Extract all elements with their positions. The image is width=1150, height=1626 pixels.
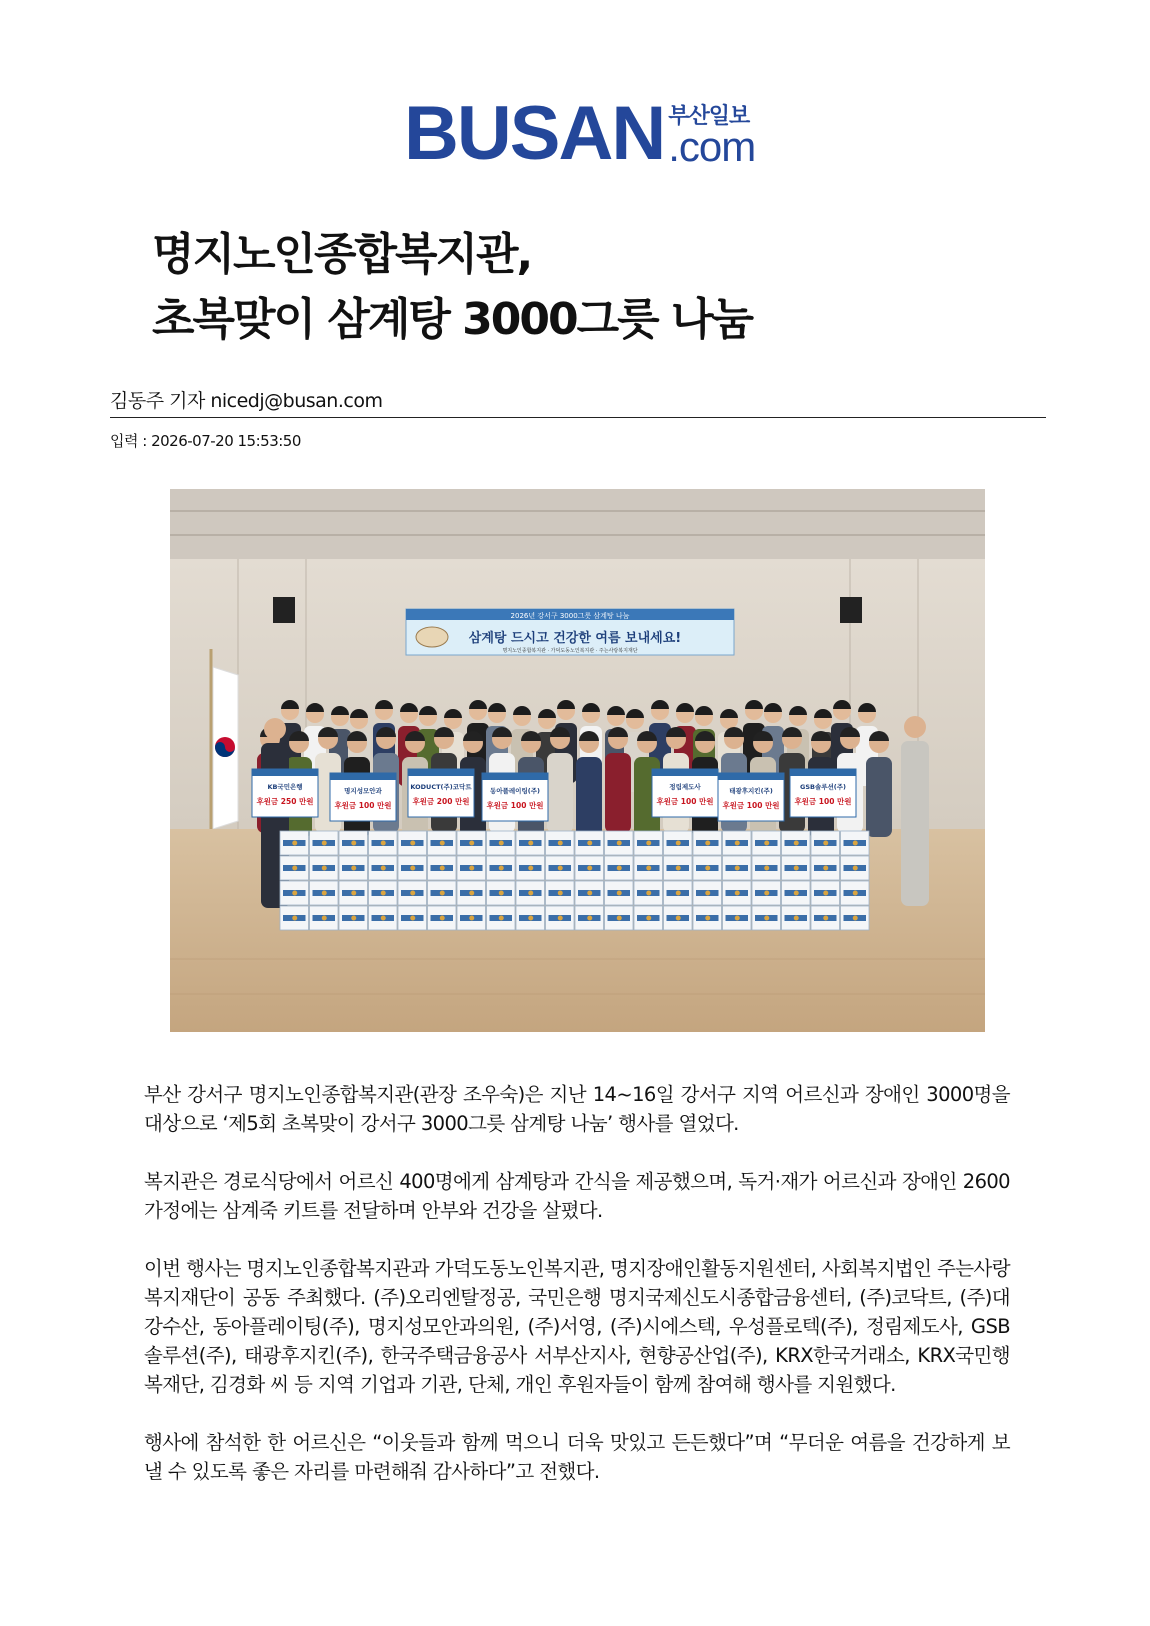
food-box bbox=[280, 856, 309, 880]
food-box bbox=[841, 906, 870, 930]
food-box bbox=[811, 881, 840, 905]
food-box bbox=[811, 856, 840, 880]
food-box bbox=[546, 906, 575, 930]
food-box bbox=[605, 856, 634, 880]
sign-company: KB국민은행 bbox=[267, 783, 303, 791]
busan-logo[interactable] bbox=[404, 91, 756, 176]
logo-wordmark: BUSAN bbox=[404, 91, 665, 176]
food-box bbox=[428, 906, 457, 930]
food-box bbox=[634, 831, 663, 855]
sign-amount: 후원금 250 만원 bbox=[256, 797, 314, 806]
food-box bbox=[339, 831, 368, 855]
food-box bbox=[693, 906, 722, 930]
sign-company: 동아플레이팅(주) bbox=[490, 787, 540, 795]
person-body bbox=[576, 757, 602, 837]
food-box bbox=[605, 906, 634, 930]
food-box bbox=[457, 831, 486, 855]
food-box bbox=[369, 881, 398, 905]
paragraph: 행사에 참석한 한 어르신은 “이웃들과 함께 먹으니 더욱 맛있고 든든했다”며 “무더운 여름을 건강하게 보낼 수 있도록 좋은 자리를 마련해줘 감사하다”고 전했다. bbox=[144, 1431, 1010, 1483]
food-box bbox=[398, 906, 427, 930]
food-box bbox=[723, 856, 752, 880]
person-body bbox=[547, 753, 573, 833]
sign-amount: 후원금 100 만원 bbox=[656, 797, 714, 806]
food-box bbox=[339, 856, 368, 880]
food-box bbox=[664, 906, 693, 930]
person-body bbox=[901, 741, 929, 906]
food-box bbox=[310, 856, 339, 880]
headline-line-1: 명지노인종합복지관, bbox=[152, 229, 532, 280]
food-box bbox=[339, 906, 368, 930]
food-box bbox=[546, 856, 575, 880]
food-box bbox=[428, 881, 457, 905]
food-box bbox=[664, 856, 693, 880]
food-box bbox=[398, 856, 427, 880]
svg-text:삼계탕 드시고 건강한 여름 보내세요!: 삼계탕 드시고 건강한 여름 보내세요! bbox=[468, 631, 682, 646]
donation-sign bbox=[330, 773, 396, 821]
food-box bbox=[782, 856, 811, 880]
food-box bbox=[457, 881, 486, 905]
article-headline bbox=[152, 222, 1052, 352]
food-box bbox=[575, 856, 604, 880]
donation-sign bbox=[408, 769, 474, 817]
food-box bbox=[516, 881, 545, 905]
food-box bbox=[782, 831, 811, 855]
food-box bbox=[339, 881, 368, 905]
sign-amount: 후원금 100 만원 bbox=[334, 801, 392, 810]
food-box bbox=[487, 831, 516, 855]
donation-sign bbox=[718, 773, 784, 821]
food-box bbox=[575, 831, 604, 855]
food-box bbox=[723, 831, 752, 855]
food-box bbox=[428, 831, 457, 855]
food-box bbox=[811, 906, 840, 930]
food-box bbox=[546, 831, 575, 855]
article-body bbox=[144, 1080, 1010, 1515]
sign-company: 명지성모안과 bbox=[344, 787, 382, 795]
logo-side bbox=[668, 103, 756, 170]
food-box bbox=[575, 881, 604, 905]
left-speaker bbox=[273, 597, 295, 623]
divider bbox=[110, 417, 1046, 418]
food-box bbox=[516, 906, 545, 930]
food-box bbox=[634, 881, 663, 905]
food-box bbox=[280, 831, 309, 855]
food-box bbox=[693, 881, 722, 905]
donation-sign bbox=[790, 769, 856, 817]
sign-company: GSB솔루션(주) bbox=[799, 783, 847, 791]
food-box bbox=[752, 906, 781, 930]
donation-sign bbox=[252, 769, 318, 817]
ceiling bbox=[170, 489, 985, 559]
food-box bbox=[782, 881, 811, 905]
food-box bbox=[841, 881, 870, 905]
right-speaker bbox=[840, 597, 862, 623]
food-box bbox=[457, 906, 486, 930]
svg-text:명지노인종합복지관 · 가덕도동노인복지관 · 주는사랑복지: 명지노인종합복지관 · 가덕도동노인복지관 · 주는사랑복지재단 bbox=[502, 648, 638, 654]
person-head bbox=[264, 718, 286, 740]
food-box bbox=[457, 856, 486, 880]
donation-sign bbox=[652, 769, 718, 817]
food-box bbox=[310, 881, 339, 905]
food-box bbox=[841, 831, 870, 855]
food-box bbox=[752, 856, 781, 880]
food-box bbox=[369, 856, 398, 880]
person-body bbox=[866, 757, 892, 837]
sign-amount: 후원금 100 만원 bbox=[722, 801, 780, 810]
food-box bbox=[664, 881, 693, 905]
sign-company: KODUCT(주)코닥트 bbox=[410, 783, 472, 791]
food-box bbox=[398, 881, 427, 905]
article-photo bbox=[170, 489, 985, 1032]
person-body bbox=[605, 753, 631, 833]
food-box bbox=[605, 831, 634, 855]
food-box bbox=[693, 831, 722, 855]
paragraph: 이번 행사는 명지노인종합복지관과 가덕도동노인복지관, 명지장애인활동지원센터, 사회복지법인 주는사랑복지재단이 공동 주최했다. (주)오리엔탈정공, 국민은행 명지국제신도시종합금융센터, (주)코닥트, (주)대강수산, 동아플레이팅(주), 명지성모안과의원, (주)서영, (주)시에스텍, 우성플로텍(주), 정림제도사, GSB솔루션(주), 태광후지킨(주), 한국주택금융공사 서부산지사, 현향공산업(주), KRX한국거래소, KRX국민행복재단, 김경화 씨 등 지역 기업과 기관, 단체, 개인 후원자들이 함께 참여해 행사를 지원했다. bbox=[144, 1257, 1010, 1396]
svg-text:2026년 강서구 3000그릇 삼계탕 나눔: 2026년 강서구 3000그릇 삼계탕 나눔 bbox=[510, 612, 630, 620]
article-byline: 김동주 기자 nicedj@busan.com bbox=[110, 390, 383, 412]
food-box bbox=[575, 906, 604, 930]
food-box bbox=[752, 831, 781, 855]
sign-company: 태광후지킨(주) bbox=[729, 787, 773, 795]
food-box bbox=[782, 906, 811, 930]
food-box bbox=[310, 906, 339, 930]
paragraph: 부산 강서구 명지노인종합복지관(관장 조우숙)은 지난 14~16일 강서구 지역 어르신과 장애인 3000명을 대상으로 ‘제5회 초복맞이 강서구 3000그릇 삼계탕 나눔’ 행사를 열었다. bbox=[144, 1083, 1010, 1135]
food-box bbox=[280, 881, 309, 905]
sign-amount: 후원금 100 만원 bbox=[794, 797, 852, 806]
food-box bbox=[369, 831, 398, 855]
group-photo-illustration bbox=[170, 489, 985, 1032]
sign-amount: 후원금 200 만원 bbox=[412, 797, 470, 806]
sign-amount: 후원금 100 만원 bbox=[486, 801, 544, 810]
paragraph: 복지관은 경로식당에서 어르신 400명에게 삼계탕과 간식을 제공했으며, 독거·재가 어르신과 장애인 2600가정에는 삼계죽 키트를 전달하며 안부와 건강을 살폈다. bbox=[144, 1170, 1010, 1222]
food-box bbox=[516, 831, 545, 855]
food-box bbox=[546, 881, 575, 905]
food-box bbox=[723, 881, 752, 905]
donation-sign bbox=[482, 773, 548, 821]
food-box bbox=[398, 831, 427, 855]
headline-line-2: 초복맞이 삼계탕 3000그릇 나눔 bbox=[152, 294, 752, 345]
food-box bbox=[664, 831, 693, 855]
food-box bbox=[723, 906, 752, 930]
person-head bbox=[904, 716, 926, 738]
food-box bbox=[369, 906, 398, 930]
article-timestamp: 입력 : 2026-07-20 15:53:50 bbox=[110, 432, 301, 450]
food-box bbox=[310, 831, 339, 855]
food-box bbox=[634, 906, 663, 930]
food-box bbox=[428, 856, 457, 880]
food-box bbox=[516, 856, 545, 880]
food-box bbox=[487, 906, 516, 930]
food-box bbox=[811, 831, 840, 855]
food-box bbox=[634, 856, 663, 880]
food-box bbox=[487, 881, 516, 905]
food-box bbox=[841, 856, 870, 880]
food-box bbox=[487, 856, 516, 880]
logo-domain: .com bbox=[668, 123, 756, 170]
sign-company: 정림제도사 bbox=[669, 783, 701, 791]
logo-korean-name: 부산일보 bbox=[668, 104, 750, 129]
event-banner bbox=[406, 609, 734, 655]
food-box bbox=[752, 881, 781, 905]
food-box bbox=[693, 856, 722, 880]
food-box bbox=[280, 906, 309, 930]
food-box bbox=[605, 881, 634, 905]
